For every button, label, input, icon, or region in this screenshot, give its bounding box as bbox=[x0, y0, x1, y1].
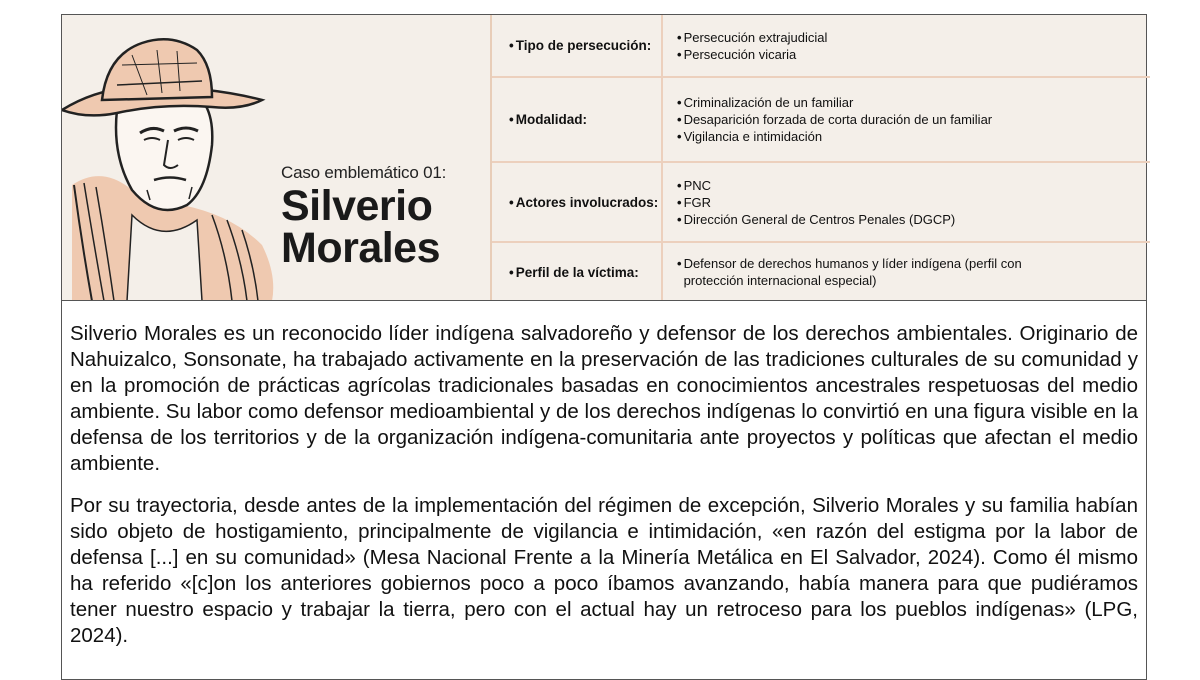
case-description bbox=[61, 300, 1147, 680]
case-label: Caso emblemático 01: bbox=[281, 163, 447, 182]
info-row-victim-profile bbox=[492, 243, 1150, 301]
info-row-modality bbox=[492, 78, 1150, 163]
description-paragraph-1: Silverio Morales es un reconocido líder indígena salvadoreño y defensor de los derechos ambientales. Originario de Nahuizalco, Sonsonate, ha trabajado activamente en la preservación de las tradiciones culturales de su comunidad y en la promoción de prácticas agrícolas tradicionales basadas en conocimientos ancestrales respetuosas del medio ambiente. Su labor como defensor medioambiental y de los derechos indígenas lo convirtió en una figura visible en la defensa de los territorios y de la organización indígena-comunitaria ante proyectos y políticas que afectan el medio ambiente. bbox=[70, 322, 1138, 475]
info-row-values bbox=[677, 163, 1142, 241]
case-first-name: Silverio bbox=[281, 182, 433, 230]
case-info-table bbox=[490, 15, 1150, 301]
list-item: • PNC bbox=[677, 177, 712, 193]
list-item: • Desaparición forzada de corta duración de un familiar bbox=[677, 112, 993, 127]
info-row-values bbox=[677, 15, 1142, 76]
info-row-actors bbox=[492, 163, 1150, 243]
case-name bbox=[281, 182, 446, 272]
list-item: • Persecución extrajudicial bbox=[677, 29, 828, 45]
info-row-persecution bbox=[492, 15, 1150, 78]
case-header bbox=[61, 14, 1147, 300]
list-item: • Defensor de derechos humanos y líder indígena (perfil con protección internacional especial) bbox=[677, 256, 1022, 288]
list-item: • Dirección General de Centros Penales (DGCP) bbox=[677, 211, 956, 227]
info-row-label: • Actores involucrados: bbox=[492, 163, 663, 241]
list-item: • Vigilancia e intimidación bbox=[677, 129, 823, 144]
list-item: • FGR bbox=[677, 194, 712, 210]
info-row-label: • Tipo de persecución: bbox=[492, 15, 663, 76]
list-item: • Persecución vicaria bbox=[677, 46, 797, 62]
portrait-illustration bbox=[62, 15, 292, 301]
case-last-name: Morales bbox=[281, 224, 441, 272]
info-row-label: • Modalidad: bbox=[492, 78, 663, 161]
info-row-label: • Perfil de la víctima: bbox=[492, 243, 663, 301]
list-item: • Criminalización de un familiar bbox=[677, 95, 854, 110]
info-row-values bbox=[677, 78, 1142, 161]
case-title-block bbox=[281, 163, 447, 272]
description-paragraph-2: Por su trayectoria, desde antes de la implementación del régimen de excepción, Silverio Morales y su familia habían sido objeto de hostigamiento, principalmente de vigilancia e intimidación, «en razón del estigma por la labor de defensa [...] en su comunidad» (Mesa Nacional Frente a la Minería Metálica en El Salvador, 2024). Como él mismo ha referido «[c]on los anteriores gobiernos poco a poco íbamos avanzando, había manera para que pudiéramos tener nuestro espacio y trabajar la tierra, pero con el actual hay un retroceso para los pueblos indígenas» (LPG, 2024). bbox=[70, 494, 1138, 647]
info-row-values bbox=[677, 243, 1142, 301]
